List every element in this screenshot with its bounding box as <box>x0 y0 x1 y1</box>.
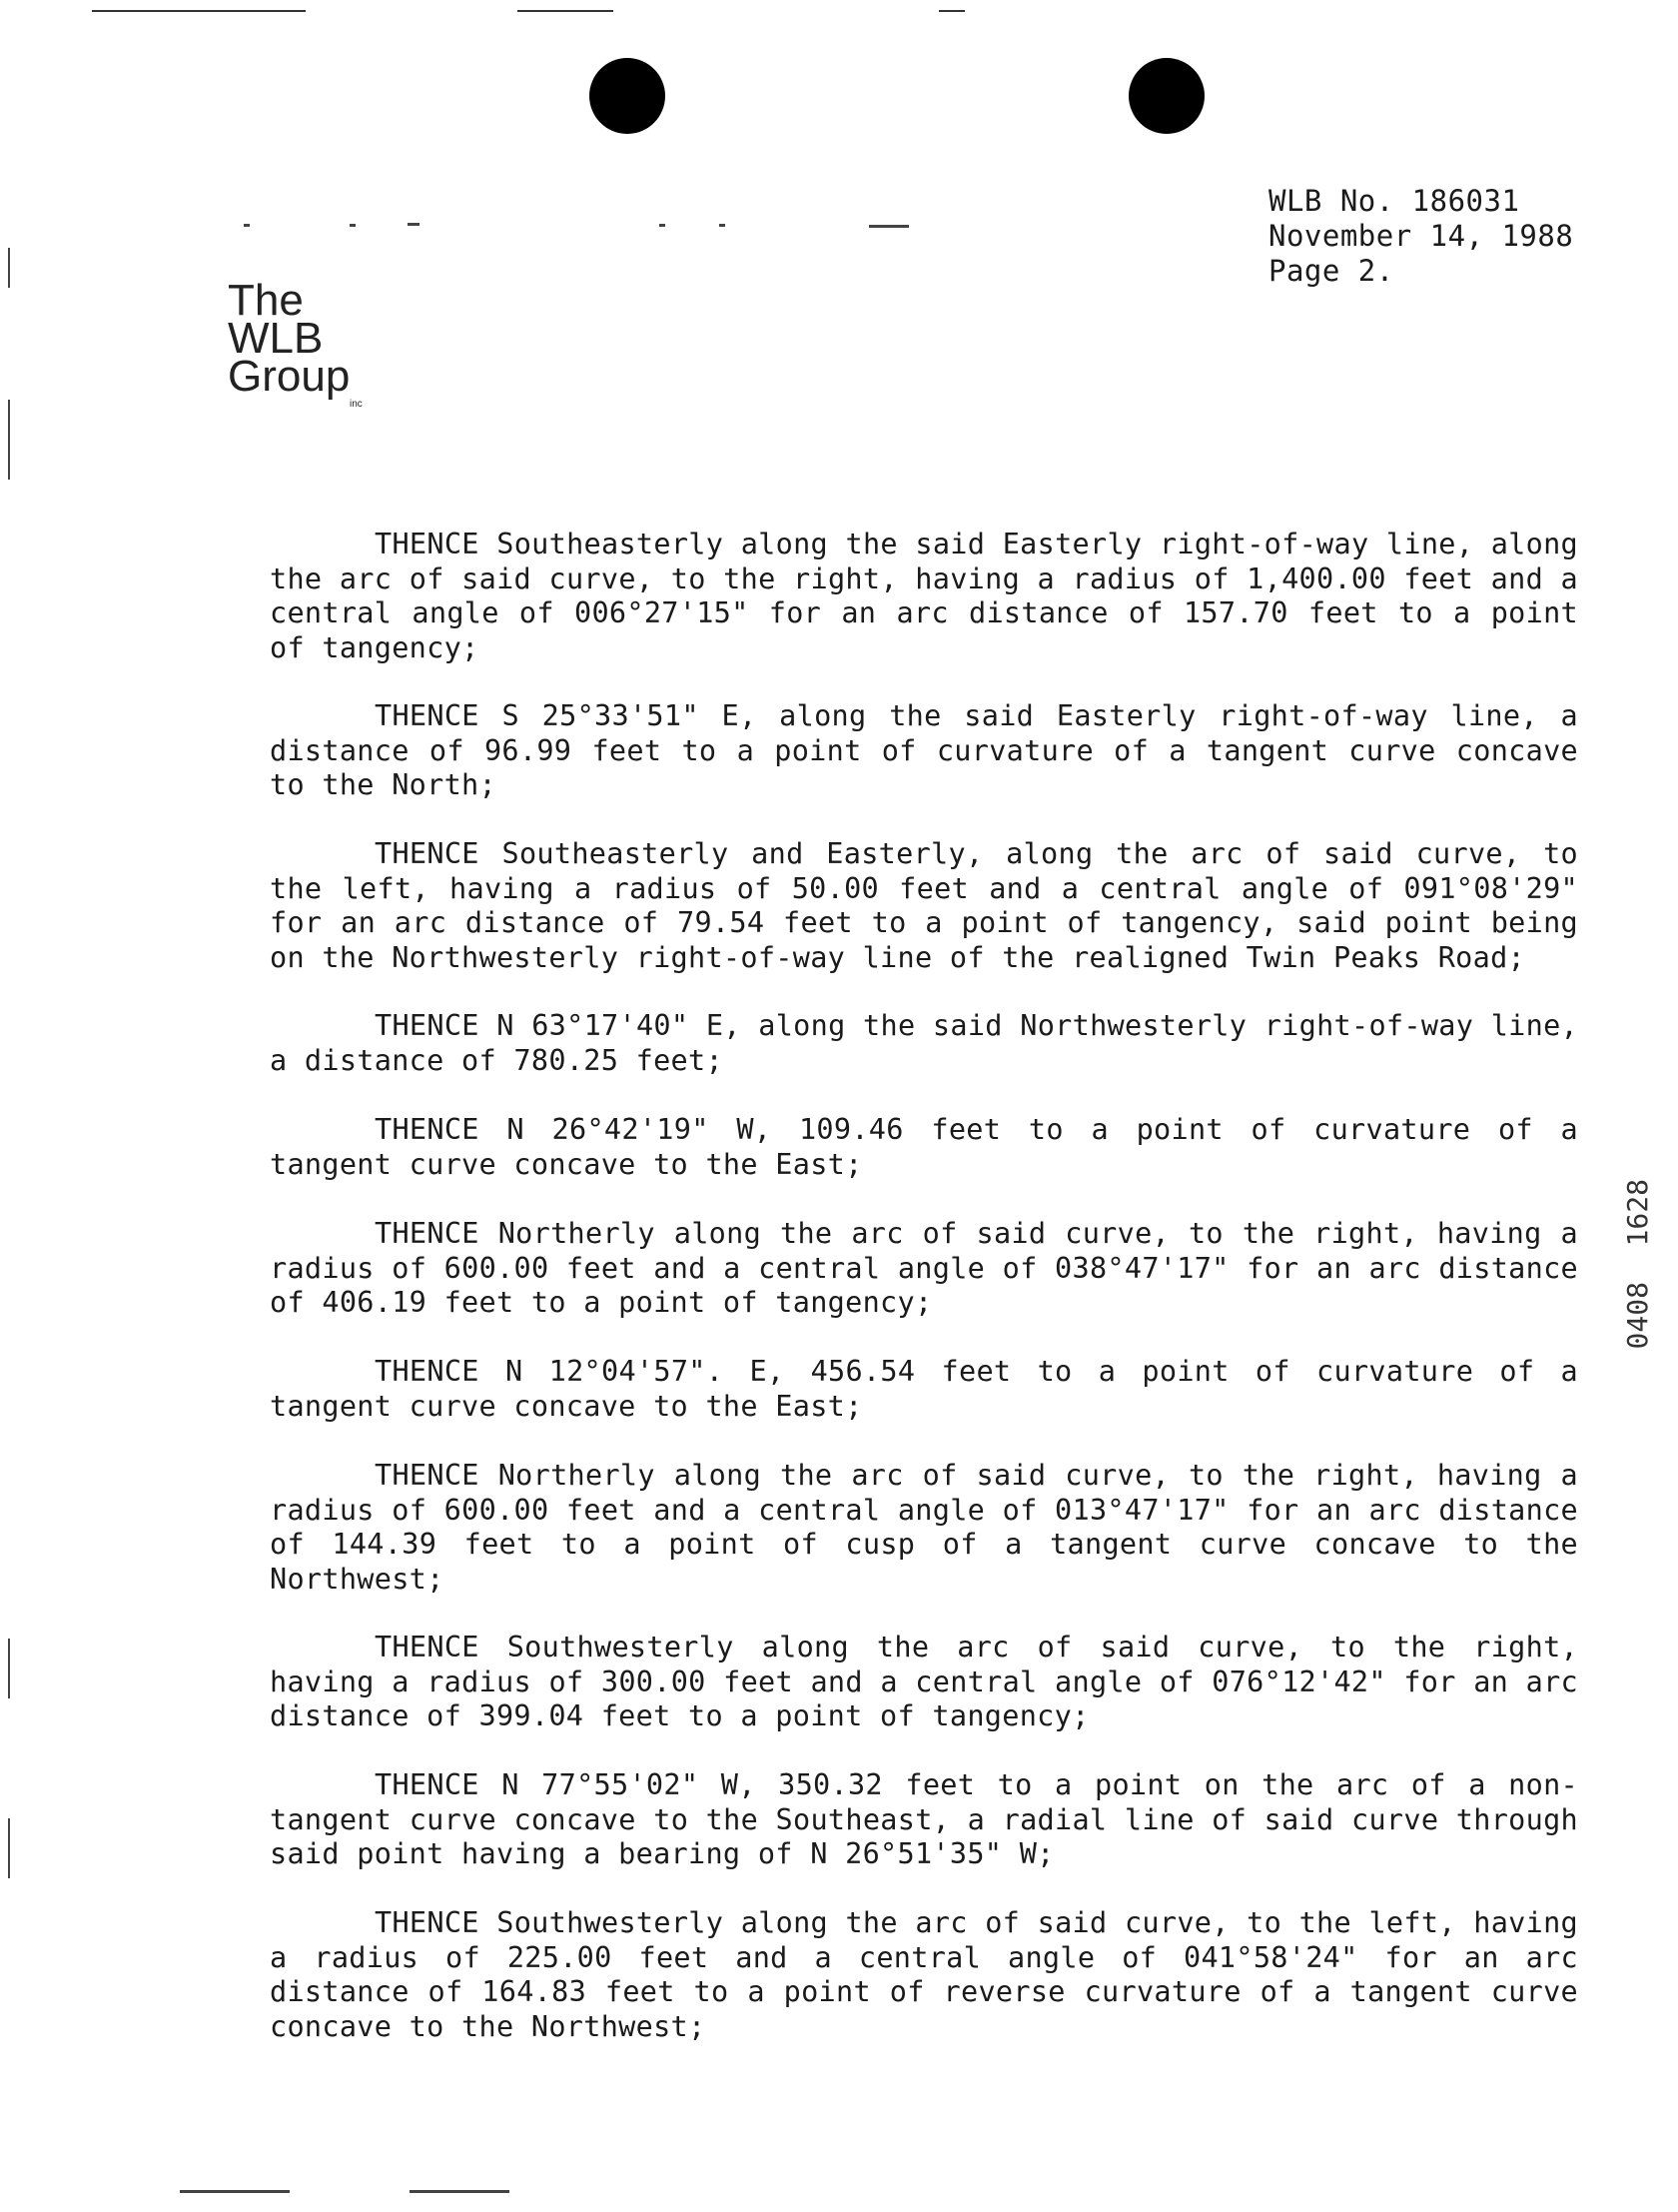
legal-description-paragraph: THENCE N 77°55'02" W, 350.32 feet to a point on the arc of a non-tangent curve concave to the Southeast, a radial line of said curve through said point having a bearing of N 26°51'35" W; <box>270 1768 1578 1870</box>
file-number: WLB No. 186031 <box>1268 184 1520 218</box>
legal-description-paragraph: THENCE Southwesterly along the arc of said curve, to the left, having a radius of 225.00 feet and a central angle of 041°58'24" for an arc distance of 164.83 feet to a point of reverse curvature of a tangent curve concave to the Northwest; <box>270 1906 1578 2043</box>
legal-description-paragraph: THENCE N 26°42'19" W, 109.46 feet to a point of curvature of a tangent curve concave to the East; <box>270 1113 1578 1181</box>
margin-tick <box>8 248 10 288</box>
scan-dash <box>869 225 909 228</box>
punch-hole-right <box>1129 58 1205 134</box>
logo-line-2: WLB <box>228 314 324 363</box>
logo-line-3: Group <box>228 352 351 401</box>
margin-tick <box>8 400 10 480</box>
margin-tick <box>8 1639 10 1698</box>
company-logo <box>228 276 363 410</box>
page-number: Page 2. <box>1268 254 1394 288</box>
legal-description-paragraph: THENCE N 12°04'57". E, 456.54 feet to a point of curvature of a tangent curve concave to the East; <box>270 1355 1578 1423</box>
scan-dash <box>659 224 665 227</box>
top-rule-right <box>939 10 965 12</box>
top-rule-left <box>92 10 306 12</box>
legal-description-paragraph: THENCE Northerly along the arc of said curve, to the right, having a radius of 600.00 feet and a central angle of 013°47'17" for an arc distance of 144.39 feet to a point of cusp of a tangent curve concave to the Northwest; <box>270 1459 1578 1596</box>
margin-stamp <box>1618 1179 1658 1356</box>
legal-description-paragraph: THENCE Southeasterly and Easterly, along the arc of said curve, to the left, having a radius of 50.00 feet and a central angle of 091°08'29" for an arc distance of 79.54 feet to a point of tangency, said point being on the Northwesterly right-of-way line of the realigned Twin Peaks Road; <box>270 837 1578 974</box>
scan-dash <box>180 2190 290 2193</box>
margin-stamp-bottom: 0408 <box>1621 1282 1654 1350</box>
document-header <box>1268 184 1573 289</box>
legal-description-paragraph: THENCE Southwesterly along the arc of said curve, to the right, having a radius of 300.00 feet and a central angle of 076°12'42" for an arc distance of 399.04 feet to a point of tangency; <box>270 1631 1578 1732</box>
logo-line-1: The <box>228 276 304 325</box>
punch-hole-left <box>589 58 665 134</box>
legal-description-paragraph: THENCE S 25°33'51" E, along the said Easterly right-of-way line, a distance of 96.99 feet to a point of curvature of a tangent curve concave to the North; <box>270 699 1578 801</box>
scan-dash <box>719 224 725 227</box>
scan-dash <box>410 2190 509 2193</box>
top-rule-center <box>517 10 613 12</box>
scan-dash <box>408 223 420 226</box>
margin-tick <box>8 1818 10 1878</box>
legal-description-paragraph: THENCE Northerly along the arc of said curve, to the right, having a radius of 600.00 feet and a central angle of 038°47'17" for an arc distance of 406.19 feet to a point of tangency; <box>270 1217 1578 1319</box>
legal-description-paragraph: THENCE Southeasterly along the said Easterly right-of-way line, along the arc of said curve, to the right, having a radius of 1,400.00 feet and a central angle of 006°27'15" for an arc distance of 157.70 feet to a point of tangency; <box>270 528 1578 664</box>
scan-dash <box>350 224 356 227</box>
margin-stamp-top: 1628 <box>1621 1179 1654 1247</box>
scan-dash <box>244 224 250 227</box>
document-date: November 14, 1988 <box>1268 219 1574 253</box>
legal-description-paragraph: THENCE N 63°17'40" E, along the said Northwesterly right-of-way line, a distance of 780.25 feet; <box>270 1009 1578 1077</box>
logo-suffix: inc <box>350 399 363 410</box>
